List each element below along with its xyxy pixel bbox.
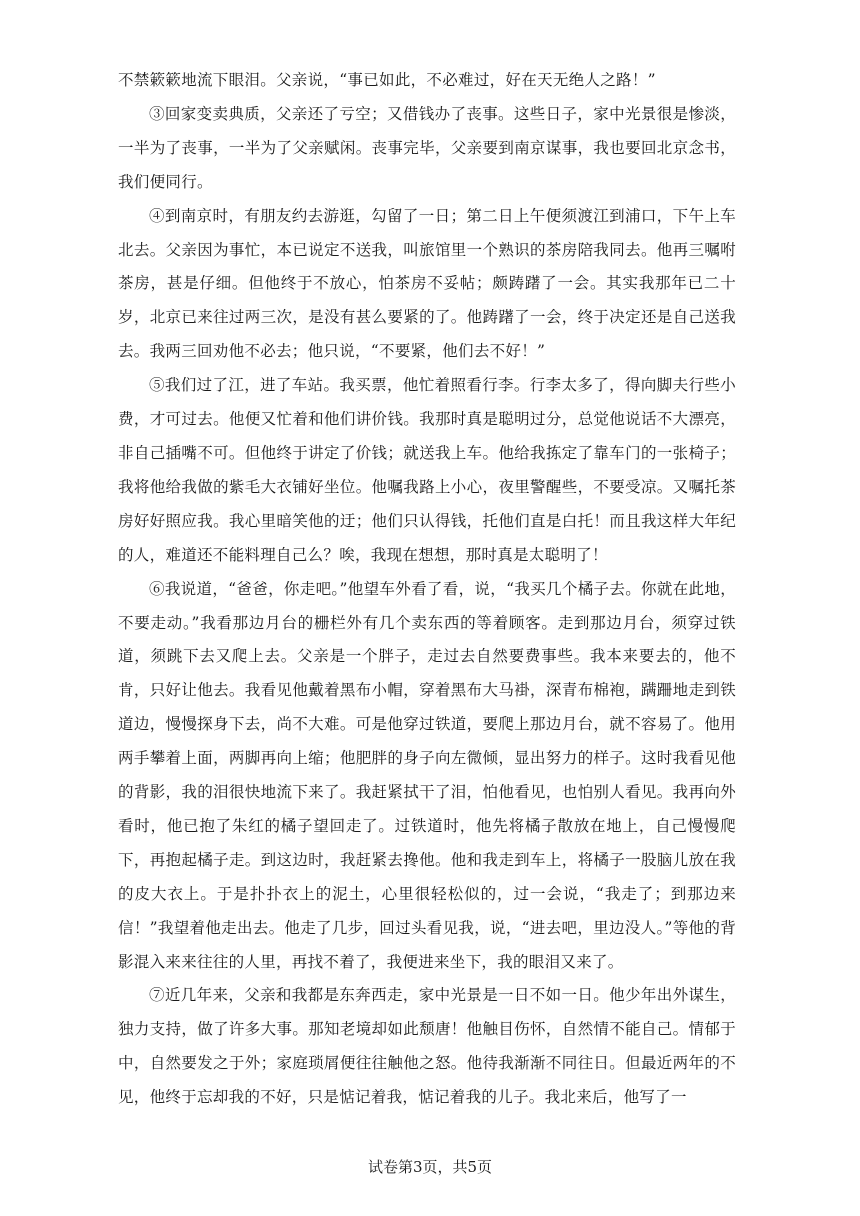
paragraph-4: ④到南京时，有朋友约去游逛，勾留了一日；第二日上午便须渡江到浦口，下午上车北去。父亲因为事忙，本已说定不送我，叫旅馆里一个熟识的茶房陪我同去。他再三嘱咐茶房，甚是仔细。但他终于不放心，怕茶房不妥帖；颇踌躇了一会。其实我那年已二十岁，北京已来往过两三次，是没有甚么要紧的了。他踌躇了一会，终于决定还是自己送我去。我两三回劝他不必去；他只说，“不要紧，他们去不好！” [118, 206, 736, 361]
paragraph-3: ③回家变卖典质，父亲还了亏空；又借钱办了丧事。这些日子，家中光景很是惨淡，一半为了丧事，一半为了父亲赋闲。丧事完毕，父亲要到南京谋事，我也要回北京念书，我们便同行。 [118, 104, 736, 191]
passage-body [118, 64, 736, 1115]
paragraph-7: ⑦近几年来，父亲和我都是东奔西走，家中光景是一日不如一日。他少年出外谋生，独力支持，做了许多大事。那知老境却如此颓唐！他触目伤怀，自然情不能自己。情郁于中，自然要发之于外；家庭琐屑便往往触他之怒。他待我渐渐不同往日。但最近两年的不见，他终于忘却我的不好，只是惦记着我，惦记着我的儿子。我北来后，他写了一 [118, 986, 736, 1107]
paragraph-6: ⑥我说道，“爸爸，你走吧。”他望车外看了看，说，“我买几个橘子去。你就在此地，不要走动。”我看那边月台的栅栏外有几个卖东西的等着顾客。走到那边月台，须穿过铁道，须跳下去又爬上去。父亲是一个胖子，走过去自然要费事些。我本来要去的，他不肯，只好让他去。我看见他戴着黑布小帽，穿着黑布大马褂，深青布棉袍，蹒跚地走到铁道边，慢慢探身下去，尚不大难。可是他穿过铁道，要爬上那边月台，就不容易了。他用两手攀着上面，两脚再向上缩；他肥胖的身子向左微倾，显出努力的样子。这时我看见他的背影，我的泪很快地流下来了。我赶紧拭干了泪，怕他看见，也怕别人看见。我再向外看时，他已抱了朱红的橘子望回走了。过铁道时，他先将橘子散放在地上，自己慢慢爬下，再抱起橘子走。到这边时，我赶紧去搀他。他和我走到车上，将橘子一股脑儿放在我的皮大衣上。于是扑扑衣上的泥土，心里很轻松似的，过一会说，“我走了；到那边来信！”我望着他走出去。他走了几步，回过头看见我，说，“进去吧，里边没人。”等他的背影混入来来往往的人里，再找不着了，我便进来坐下，我的眼泪又来了。 [118, 579, 736, 971]
page-footer: 试卷第3页，共5页 [367, 1158, 493, 1176]
paragraph-continued: 不禁簌簌地流下眼泪。父亲说，“事已如此，不必难过，好在天无绝人之路！” [118, 71, 656, 89]
paragraph-5: ⑤我们过了江，进了车站。我买票，他忙着照看行李。行李太多了，得向脚夫行些小费，才可过去。他便又忙着和他们讲价钱。我那时真是聪明过分，总觉他说话不大漂亮，非自己插嘴不可。但他终于讲定了价钱；就送我上车。他给我拣定了靠车门的一张椅子；我将他给我做的紫毛大衣铺好坐位。他嘱我路上小心，夜里警醒些，不要受凉。又嘱托茶房好好照应我。我心里暗笑他的迂；他们只认得钱，托他们直是白托！而且我这样大年纪的人，难道还不能料理自己么？唉，我现在想想，那时真是太聪明了！ [118, 376, 736, 564]
